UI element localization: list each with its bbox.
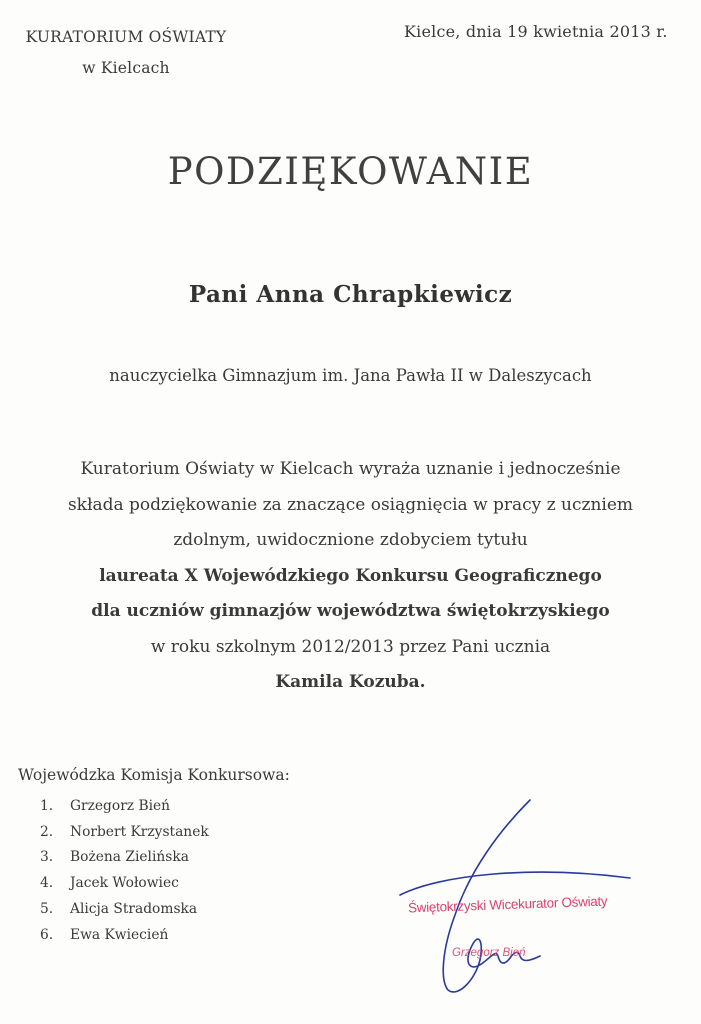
student-name: Kamila Kozuba. — [275, 672, 426, 692]
acknowledgement-text — [0, 452, 701, 701]
member-name: Alicja Stradomska — [70, 900, 198, 917]
list-item: 3. Bożena Zielińska — [40, 845, 209, 871]
list-item: 2. Norbert Krzystanek — [40, 820, 209, 846]
member-name: Jacek Wołowiec — [70, 875, 179, 892]
body-line-bold: laureata X Wojewódzkiego Konkursu Geograficznego — [99, 565, 602, 586]
issuer-name: KURATORIUM OŚWIATY — [25, 28, 227, 46]
member-name: Grzegorz Bień — [70, 798, 171, 814]
list-item: 1. Grzegorz Bień — [40, 794, 209, 820]
list-item: 6. Ewa Kwiecień — [40, 923, 209, 949]
recipient-position: nauczycielka Gimnazjum im. Jana Pawła II w Daleszycach — [109, 366, 592, 385]
member-name: Ewa Kwiecień — [70, 926, 169, 943]
committee-title: Wojewódzka Komisja Konkursowa: — [18, 766, 290, 784]
body-line: w roku szkolnym 2012/2013 przez Pani ucznia — [150, 636, 551, 657]
member-name: Bożena Zielińska — [70, 849, 189, 866]
recipient-name: Pani Anna Chrapkiewicz — [188, 281, 513, 308]
document-date: Kielce, dnia 19 kwietnia 2013 r. — [404, 22, 668, 41]
body-line: składa podziękowanie za znaczące osiągnięcia w pracy z uczniem — [67, 494, 634, 515]
official-stamp-name: Grzegorz Bień — [452, 947, 526, 959]
list-item: 5. Alicja Stradomska — [40, 897, 209, 923]
body-line: Kuratorium Oświaty w Kielcach wyraża uznanie i jednocześnie — [80, 459, 621, 479]
committee-members-list — [40, 794, 209, 948]
body-line-bold: dla uczniów gimnazjów województwa świętokrzyskiego — [91, 601, 610, 621]
official-stamp-title: Świętokrzyski Wicekurator Oświaty — [407, 893, 608, 916]
list-item: 4. Jacek Wołowiec — [40, 871, 209, 897]
document-title: PODZIĘKOWANIE — [167, 150, 534, 193]
body-line: zdolnym, uwidocznione zdobyciem tytułu — [173, 530, 528, 550]
issuer-city: w Kielcach — [82, 59, 170, 77]
member-name: Norbert Krzystanek — [70, 823, 209, 840]
issuer-block — [18, 22, 234, 84]
